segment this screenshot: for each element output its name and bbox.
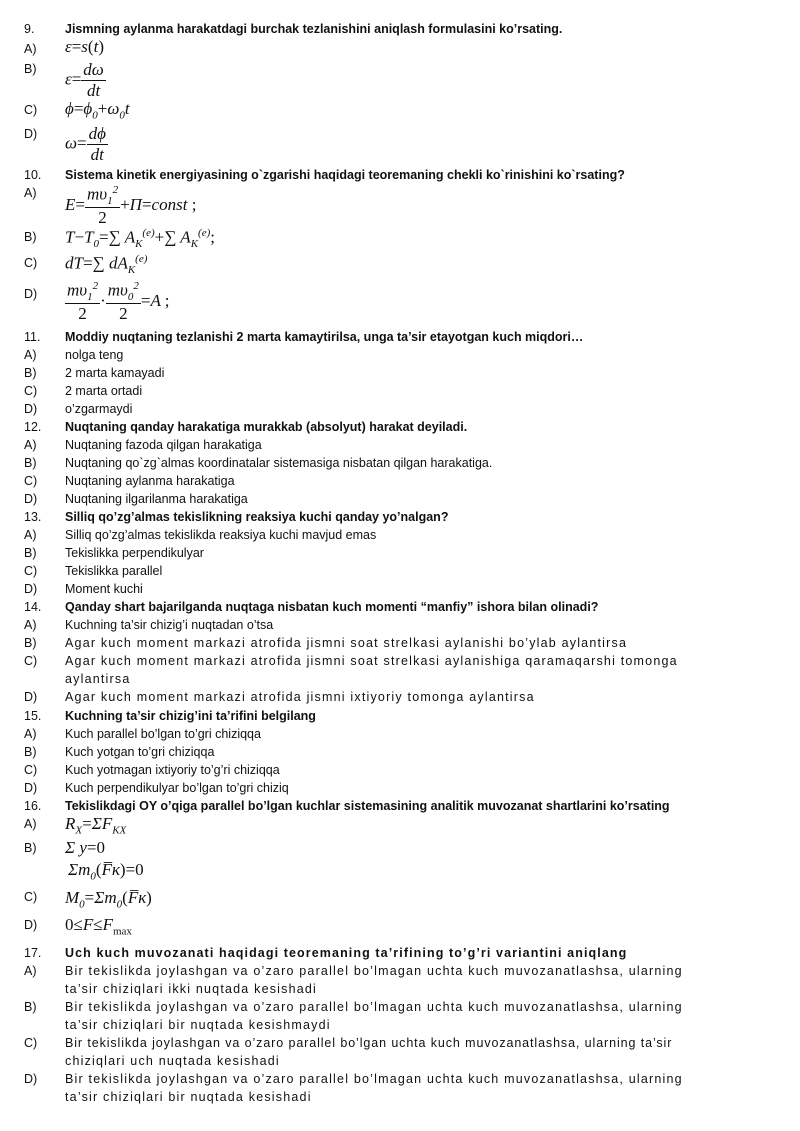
- option-label: C): [24, 564, 38, 578]
- question-text: Qanday shart bajarilganda nuqtaga nisbatan kuch momenti “manfiy” ishora bilan olinadi?: [65, 600, 599, 614]
- formula-9a: ε=s(t): [65, 37, 104, 56]
- option-text: Moment kuchi: [65, 582, 143, 596]
- option-label: D): [24, 1072, 38, 1086]
- question-text: Tekislikdagi OY o’qiga parallel bo’lgan kuchlar sistemasining analitik muvozanat shartlarini ko’rsating: [65, 799, 670, 813]
- option-text: Kuchning ta’sir chizig’i nuqtadan o’tsa: [65, 618, 274, 632]
- formula-9b: ε= $\frac{d\omega}{dt}$: [65, 60, 104, 100]
- formula-16a: $R_X=\Sigma F_{KX}$: [65, 814, 127, 837]
- option-text: Agar kuch moment markazi atrofida jismni ixtiyoriy tomonga aylantirsa: [65, 690, 535, 704]
- formula-10c: dT=∑ $dA_K^{(e)}$: [65, 253, 148, 277]
- option-label: C): [24, 103, 38, 117]
- option-label: B): [24, 546, 37, 560]
- formula-9c: $\phi=\phi_0+\omega_0t$: [65, 99, 130, 122]
- option-label: B): [24, 745, 37, 759]
- option-text: Kuch yotmagan ixtiyoriy to’g’ri chiziqqa: [65, 763, 280, 777]
- formula-16c: $M_0=\Sigma m_0(F̅к)$: [65, 888, 152, 911]
- question-number: 16.: [24, 799, 42, 813]
- option-text-continued: ta’sir chiziqlari bir nuqtada kesishmaydi: [65, 1018, 331, 1032]
- option-label: A): [24, 964, 37, 978]
- option-label: B): [24, 1000, 37, 1014]
- option-label: B): [24, 230, 37, 244]
- question-number: 15.: [24, 709, 42, 723]
- option-label: B): [24, 636, 37, 650]
- question-number: 10.: [24, 168, 42, 182]
- option-label: A): [24, 817, 37, 831]
- question-number: 14.: [24, 600, 42, 614]
- option-label: C): [24, 763, 38, 777]
- option-text: Nuqtaning aylanma harakatiga: [65, 474, 235, 488]
- option-label: A): [24, 727, 37, 741]
- option-text: Nuqtaning fazoda qilgan harakatiga: [65, 438, 262, 452]
- option-label: B): [24, 62, 37, 76]
- option-text: nolga teng: [65, 348, 124, 362]
- option-text-continued: chiziqlari uch nuqtada kesishadi: [65, 1054, 280, 1068]
- option-text: Tekislikka perpendikulyar: [65, 546, 204, 560]
- option-text: Nuqtaning qo`zg`almas koordinatalar sistemasiga nisbatan qilgan harakatiga.: [65, 456, 493, 470]
- question-text: Moddiy nuqtaning tezlanishi 2 marta kamaytirilsa, unga ta’sir etayotgan kuch miqdori…: [65, 330, 584, 344]
- formula-10a: E= $\frac{m\upsilon_1^2}{2}$ +Π=const ;: [65, 184, 197, 228]
- formula-10b: $T-T_0=\sum$ $A_K^{(e)}+\sum$ $A_K^{(e)}$;: [65, 227, 215, 251]
- option-text: Nuqtaning ilgarilanma harakatiga: [65, 492, 248, 506]
- option-text: 2 marta kamayadi: [65, 366, 165, 380]
- option-text: o’zgarmaydi: [65, 402, 133, 416]
- question-text: Kuchning ta’sir chizig’ini ta’rifini belgilang: [65, 709, 316, 723]
- option-text: Bir tekislikda joylashgan va o’zaro parallel bo’lmagan uchta kuch muvozanatlashsa, ularning: [65, 1072, 683, 1086]
- option-label: D): [24, 690, 38, 704]
- option-label: A): [24, 42, 37, 56]
- option-label: D): [24, 287, 38, 301]
- formula-16b-1: Σ y=0: [65, 838, 105, 857]
- option-text: Bir tekislikda joylashgan va o’zaro parallel bo’lmagan uchta kuch muvozanatlashsa, ularning: [65, 964, 683, 978]
- question-number: 12.: [24, 420, 42, 434]
- formula-16b-2: $\Sigma m_0(F̅к)=0$: [68, 860, 144, 883]
- option-text: 2 marta ortadi: [65, 384, 143, 398]
- option-text: Silliq qo’zg’almas tekislikda reaksiya kuchi mavjud emas: [65, 528, 377, 542]
- question-number: 11.: [24, 330, 41, 344]
- option-label: D): [24, 781, 38, 795]
- option-text: Tekislikka parallel: [65, 564, 163, 578]
- question-text: Nuqtaning qanday harakatiga murakkab (absolyut) harakat deyiladi.: [65, 420, 468, 434]
- option-label: A): [24, 186, 37, 200]
- formula-10d: $\frac{m\upsilon_1^2}{2}$ · $\frac{m\upsilon_0^2}{2}$ =A ;: [67, 280, 170, 324]
- formula-9d: ω= $\frac{d\phi}{dt}$: [65, 124, 106, 164]
- option-label: D): [24, 127, 38, 141]
- question-number: 9.: [24, 22, 35, 36]
- question-text: Uch kuch muvozanati haqidagi teoremaning ta’rifining to’g’ri variantini aniqlang: [65, 946, 628, 960]
- option-label: C): [24, 890, 38, 904]
- option-text: Agar kuch moment markazi atrofida jismni soat strelkasi aylanishiga qaramaqarshi tomonga: [65, 654, 678, 668]
- question-text: Jismning aylanma harakatdagi burchak tezlanishini aniqlash formulasini ko’rsating.: [65, 22, 563, 36]
- option-text: Bir tekislikda joylashgan va o’zaro parallel bo’lmagan uchta kuch muvozanatlashsa, ularning: [65, 1000, 683, 1014]
- option-label: B): [24, 366, 37, 380]
- option-label: D): [24, 492, 38, 506]
- option-label: D): [24, 582, 38, 596]
- option-label: D): [24, 402, 38, 416]
- option-text-continued: aylantirsa: [65, 672, 131, 686]
- option-label: C): [24, 384, 38, 398]
- option-text: Kuch perpendikulyar bo’lgan to’gri chiziq: [65, 781, 289, 795]
- option-text-continued: ta’sir chiziqlari bir nuqtada kesishadi: [65, 1090, 312, 1104]
- option-label: C): [24, 474, 38, 488]
- option-label: C): [24, 1036, 38, 1050]
- option-text: Agar kuch moment markazi atrofida jismni soat strelkasi aylanishi bo’ylab aylantirsa: [65, 636, 628, 650]
- question-text: Sistema kinetik energiyasining o`zgarishi haqidagi teoremaning chekli ko`rinishini ko`rsating?: [65, 168, 625, 182]
- option-label: B): [24, 456, 37, 470]
- option-label: B): [24, 841, 37, 855]
- option-text: Kuch yotgan to’gri chiziqqa: [65, 745, 215, 759]
- option-label: C): [24, 256, 38, 270]
- option-text: Bir tekislikda joylashgan va o’zaro parallel bo’lgan uchta kuch muvozanatlashsa, ularning ta’sir: [65, 1036, 673, 1050]
- option-label: A): [24, 438, 37, 452]
- formula-16d: $0\le F\le F_{max}$: [65, 915, 132, 938]
- option-label: A): [24, 348, 37, 362]
- option-label: A): [24, 618, 37, 632]
- option-text-continued: ta’sir chiziqlari ikki nuqtada kesishadi: [65, 982, 318, 996]
- option-label: C): [24, 654, 38, 668]
- option-text: Kuch parallel bo’lgan to’gri chiziqqa: [65, 727, 261, 741]
- question-number: 13.: [24, 510, 42, 524]
- option-label: A): [24, 528, 37, 542]
- question-number: 17.: [24, 946, 42, 960]
- option-label: D): [24, 918, 38, 932]
- question-text: Silliq qo’zg’almas tekislikning reaksiya kuchi qanday yo’nalgan?: [65, 510, 449, 524]
